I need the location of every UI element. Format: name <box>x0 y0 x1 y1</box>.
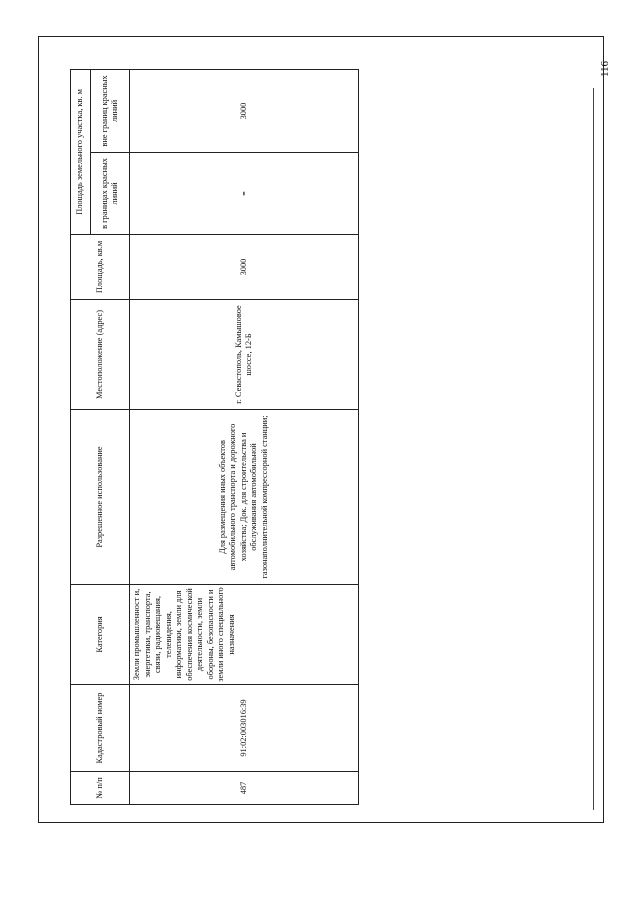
header-row <box>71 69 91 804</box>
header-permitted-use: Разрешенное использование <box>71 410 130 585</box>
cell-within: - <box>130 153 359 235</box>
header-cadastral: Кадастровый номер <box>71 685 130 772</box>
table-row <box>130 69 359 804</box>
cell-category: Земли промышленност и, энергетики, транспорта, связи, радиовещания, телевидения, информатики, земли для обеспечения космической деятельности, земли обороны, безопасности и земли иного специального назначения <box>130 585 359 685</box>
header-area: Площадь, кв.м <box>71 235 130 300</box>
header-num: № п/п <box>71 772 130 805</box>
header-category: Категория <box>71 585 130 685</box>
cell-cadastral: 91:02:003016:39 <box>130 685 359 772</box>
cell-location: г. Севастополь, Камышовое шоссе, 12-Б <box>130 300 359 410</box>
cell-area: 3000 <box>130 235 359 300</box>
footer-rule <box>593 88 594 810</box>
land-plot-table <box>70 70 359 805</box>
header-plot-area: Площадь земельного участка, кв. м <box>71 69 91 234</box>
cell-outside: 3000 <box>130 69 359 152</box>
header-outside-red-lines: вне границ красных линий <box>91 69 130 152</box>
header-location: Местоположение (адрес) <box>71 300 130 410</box>
header-within-red-lines: в границах красных линий <box>91 153 130 235</box>
data-table <box>70 69 359 805</box>
cell-permitted-use: Для размещения иных объектов автомобильного транспорта и дорожного хозяйства; Док. для строительства и обслуживания автомобильной газонаполнительной компрессорной станции; <box>130 410 359 585</box>
page-number: 116 <box>599 60 611 78</box>
cell-num: 487 <box>130 772 359 805</box>
